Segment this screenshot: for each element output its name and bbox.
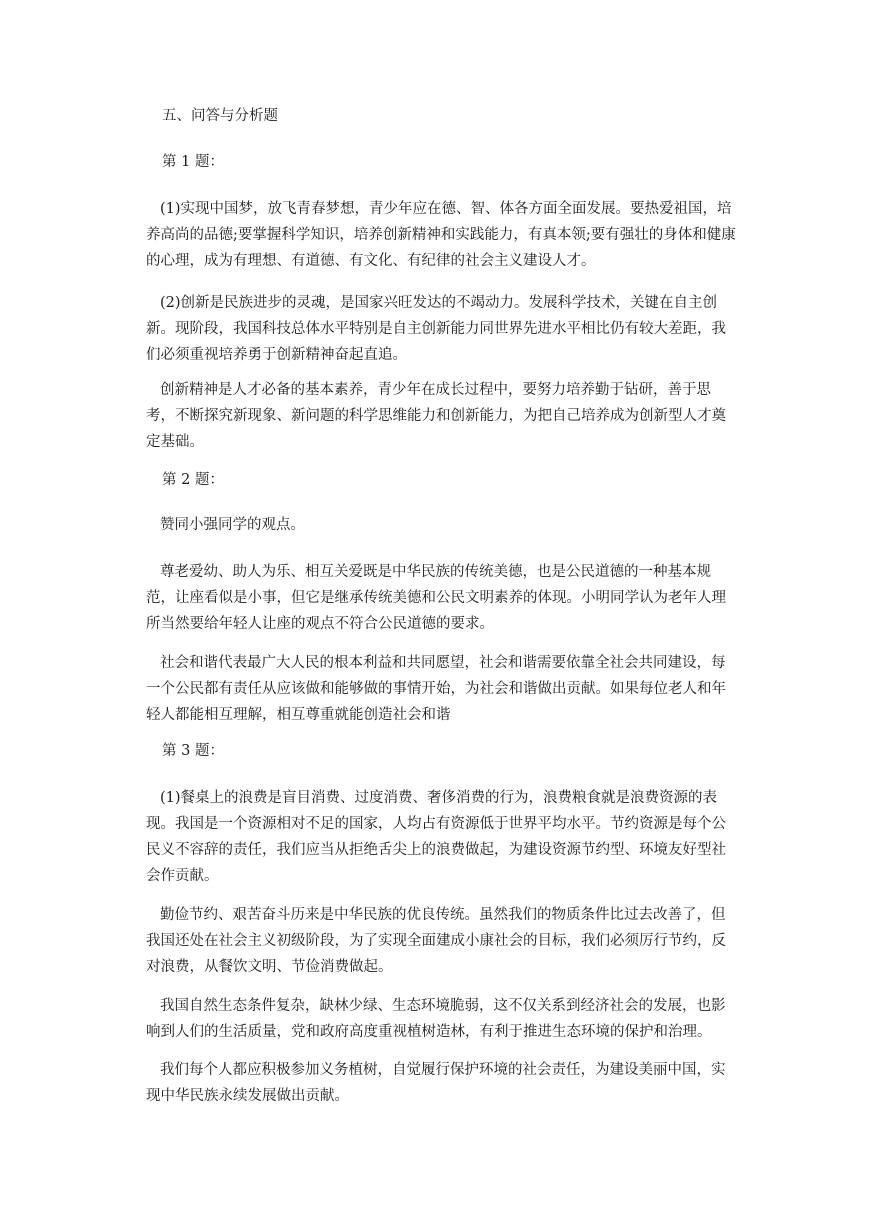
question-2-label: 第 2 题： (162, 472, 224, 488)
question-1-label: 第 1 题： (162, 154, 224, 170)
q1-paragraph-1: (1)实现中国梦，放飞青春梦想，青少年应在德、智、体各方面全面发展。要热爱祖国，培养高尚的品德;要掌握科学知识，培养创新精神和实践能力，有真本领;要有强壮的身体和健康的心理，成为有理想、有道德、有文化、有纪律的社会主义建设人才。 (146, 201, 736, 269)
section-title: 五、问答与分析题 (162, 108, 278, 124)
q3-paragraph-1: (1)餐桌上的浪费是盲目消费、过度消费、奢侈消费的行为，浪费粮食就是浪费资源的表现。我国是一个资源相对不足的国家，人均占有资源低于世界平均水平。节约资源是每个公民义不容辞的责任，我们应当从拒绝舌尖上的浪费做起，为建设资源节约型、环境友好型社会作贡献。 (146, 790, 726, 884)
q3-paragraph-4: 我们每个人都应积极参加义务植树，自觉履行保护环境的社会责任，为建设美丽中国，实现中华民族永续发展做出贡献。 (146, 1062, 726, 1104)
question-3-label: 第 3 题： (162, 743, 224, 759)
q2-paragraph-2: 尊老爱幼、助人为乐、相互关爱既是中华民族的传统美德，也是公民道德的一种基本规范，让座看似是小事，但它是继承传统美德和公民文明素养的体现。小明同学认为老年人理所当然要给年轻人让座的观点不符合公民道德的要求。 (146, 564, 726, 632)
q3-paragraph-2: 勤俭节约、艰苦奋斗历来是中华民族的优良传统。虽然我们的物质条件比过去改善了，但我国还处在社会主义初级阶段，为了实现全面建成小康社会的目标，我们必须厉行节约，反对浪费，从餐饮文明、节俭消费做起。 (146, 907, 726, 975)
q1-paragraph-2: (2)创新是民族进步的灵魂，是国家兴旺发达的不竭动力。发展科学技术，关键在自主创新。现阶段，我国科技总体水平特别是自主创新能力同世界先进水平相比仍有较大差距，我们必须重视培养勇于创新精神奋起直追。 (146, 295, 726, 363)
q3-paragraph-3: 我国自然生态条件复杂，缺林少绿、生态环境脆弱，这不仅关系到经济社会的发展，也影响到人们的生活质量，党和政府高度重视植树造林，有利于推进生态环境的保护和治理。 (146, 998, 726, 1040)
q1-paragraph-3: 创新精神是人才必备的基本素养，青少年在成长过程中，要努力培养勤于钻研，善于思考，不断探究新现象、新问题的科学思维能力和创新能力，为把自己培养成为创新型人才奠定基础。 (146, 382, 726, 450)
q2-paragraph-3: 社会和谐代表最广大人民的根本利益和共同愿望，社会和谐需要依靠全社会共同建设，每一个公民都有责任从应该做和能够做的事情开始，为社会和谐做出贡献。如果每位老人和年轻人都能相互理解，相互尊重就能创造社会和谐 (146, 655, 726, 723)
q2-paragraph-1: 赞同小强同学的观点。 (160, 517, 305, 533)
